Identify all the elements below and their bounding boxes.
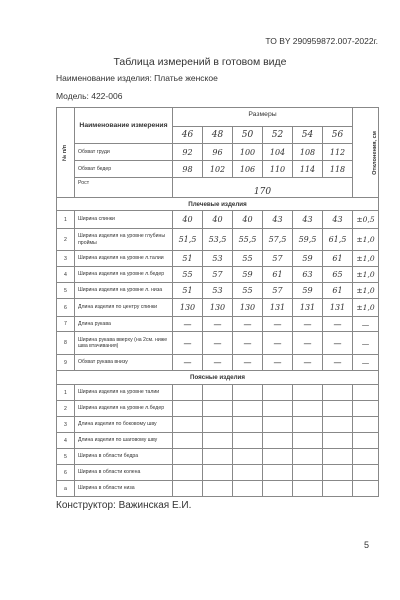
size-value: 54 [293,127,323,144]
measurements-table [56,107,379,497]
measurement-name: Ширина в области колена [75,465,173,481]
page-number: 5 [364,540,370,550]
cell-value: 130 [233,299,263,317]
size-value: 56 [323,127,353,144]
deviation-value: ±1,0 [353,299,379,317]
deviation-value: — [353,355,379,371]
cell-value: 112 [323,144,353,161]
table-row [57,283,379,299]
table-row [57,417,379,433]
row-number: 9 [57,355,75,371]
cell-value: 55 [233,283,263,299]
size-value: 52 [263,127,293,144]
cell-value: — [263,332,293,355]
cell-value: 61 [323,283,353,299]
cell-value: 57 [263,283,293,299]
cell-value: 102 [203,161,233,178]
table-row [57,332,379,355]
cell-value: 53 [203,283,233,299]
row-number: 3 [57,417,75,433]
cell-value: 96 [203,144,233,161]
table-row [57,211,379,229]
cell-value: 65 [323,267,353,283]
cell-value: — [293,317,323,332]
measurement-name: Ширина изделия на уровне л.бедер [75,267,173,283]
table-row [57,317,379,332]
measurement-name: Ширина рукава вверху (на 2см. ниже шва втачивания) [75,332,173,355]
size-value: 48 [203,127,233,144]
cell-value: 61 [263,267,293,283]
cell-value: 57 [263,251,293,267]
row-number: 2 [57,401,75,417]
cell-value: — [173,317,203,332]
cell-value: 59 [233,267,263,283]
column-header-sizes: Размеры [173,108,353,127]
table-row [57,251,379,267]
cell-value: 63 [293,267,323,283]
deviation-value: — [353,317,379,332]
table-row [57,161,379,178]
cell-value: 118 [323,161,353,178]
cell-value: 59 [293,251,323,267]
cell-value: 43 [263,211,293,229]
designer-signature: Конструктор: Важинская Е.И. [56,500,192,511]
measurement-name: Ширина в области бедра [75,449,173,465]
section-header-shoulder: Плечевые изделия [57,198,379,211]
row-number: 3 [57,251,75,267]
cell-value: 40 [203,211,233,229]
cell-value: 110 [263,161,293,178]
measurement-name: Длина изделия по центру спинки [75,299,173,317]
measurement-name: Ширина изделия на уровне л.талии [75,251,173,267]
cell-value: — [233,355,263,371]
cell-value: 104 [263,144,293,161]
cell-value: 51 [173,251,203,267]
measurement-name: Длина изделия по боковому шву [75,417,173,433]
cell-value: 131 [293,299,323,317]
deviation-value: ±1,0 [353,229,379,251]
cell-value: 131 [263,299,293,317]
measurement-name: Ширина изделия на уровне талии [75,385,173,401]
measurement-name: Длина рукава [75,317,173,332]
cell-value: 98 [173,161,203,178]
table-row [57,355,379,371]
cell-value: — [323,317,353,332]
table-row [57,433,379,449]
row-number: 4 [57,433,75,449]
measurement-name: Ширина в области низа [75,481,173,497]
page-title: Таблица измерений в готовом виде [113,56,287,68]
row-number: 7 [57,317,75,332]
document-number: ТО BY 290959872.007-2022г. [265,36,378,46]
cell-value: 61,5 [323,229,353,251]
table-row [57,401,379,417]
cell-value: 51 [173,283,203,299]
row-number: 5 [57,449,75,465]
cell-value: — [173,355,203,371]
cell-value: 130 [203,299,233,317]
cell-value: 92 [173,144,203,161]
row-number: 1 [57,211,75,229]
measurement-name: Длина изделия по шаговому шву [75,433,173,449]
cell-value: 131 [323,299,353,317]
row-number: 5 [57,283,75,299]
column-header-name: Наименование измерения [75,108,173,144]
column-header-deviation: Отклонения, см [353,108,379,198]
section-header-waist: Поясные изделия [57,371,379,385]
size-value: 46 [173,127,203,144]
row-number: 4 [57,267,75,283]
cell-value: 61 [323,251,353,267]
cell-value: — [323,332,353,355]
table-row [57,385,379,401]
table-row [57,178,379,198]
cell-value: — [263,317,293,332]
cell-value: 40 [233,211,263,229]
cell-value: 57 [203,267,233,283]
height-value: 170 [173,178,353,198]
cell-value: 53 [203,251,233,267]
cell-value: 55,5 [233,229,263,251]
size-value: 50 [233,127,263,144]
measurement-name: Ширина изделия на уровне л. низа [75,283,173,299]
cell-value: 51,5 [173,229,203,251]
cell-value: 53,5 [203,229,233,251]
cell-value: 55 [233,251,263,267]
cell-value: 55 [173,267,203,283]
measurement-name: Ширина спинки [75,211,173,229]
cell-value: — [203,317,233,332]
deviation-value: ±1,0 [353,251,379,267]
column-header-number: № п/п [57,108,75,198]
row-number: а [57,481,75,497]
deviation-value: ±1,0 [353,267,379,283]
cell-value: — [233,332,263,355]
measurement-name: Обхват груди [75,144,173,161]
cell-value: — [323,355,353,371]
cell-value: — [233,317,263,332]
cell-value: 59,5 [293,229,323,251]
measurement-name: Обхват бедер [75,161,173,178]
table-row [57,267,379,283]
measurement-name: Ширина изделия на уровне глубины проймы [75,229,173,251]
cell-value: — [203,355,233,371]
deviation-value: — [353,332,379,355]
cell-value: — [263,355,293,371]
cell-value: 106 [233,161,263,178]
measurement-name: Рост [75,178,173,198]
cell-value: 108 [293,144,323,161]
cell-value: 40 [173,211,203,229]
measurement-name: Обхват рукава внизу [75,355,173,371]
row-number: 6 [57,465,75,481]
measurement-name: Ширина изделия на уровне л.бедер [75,401,173,417]
cell-value: — [293,332,323,355]
row-number: 8 [57,332,75,355]
cell-value: — [293,355,323,371]
cell-value: 43 [323,211,353,229]
row-number: 2 [57,229,75,251]
deviation-value: ±0,5 [353,211,379,229]
cell-value: 100 [233,144,263,161]
cell-value: 130 [173,299,203,317]
cell-value: 57,5 [263,229,293,251]
cell-value: 114 [293,161,323,178]
table-row [57,449,379,465]
table-row [57,299,379,317]
cell-value: 59 [293,283,323,299]
cell-value: 43 [293,211,323,229]
deviation-value: ±1,0 [353,283,379,299]
table-row [57,465,379,481]
row-number: 6 [57,299,75,317]
table-row [57,481,379,497]
table-row [57,229,379,251]
product-name: Наименование изделия: Платье женское [56,73,218,83]
row-number: 1 [57,385,75,401]
cell-value: — [173,332,203,355]
table-row [57,144,379,161]
cell-value: — [203,332,233,355]
model-number: Модель: 422-006 [56,91,123,101]
